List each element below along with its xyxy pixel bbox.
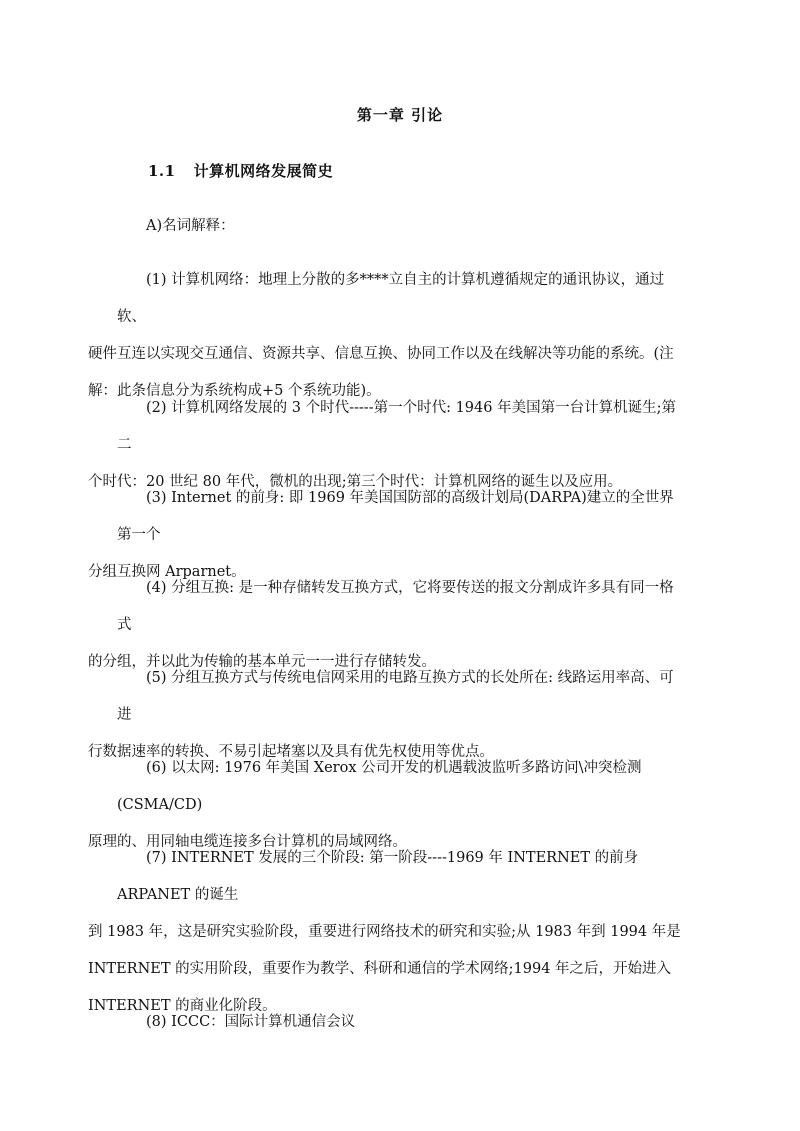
paragraph-line: 硬件互连以实现交互通信、资源共享、信息互换、协同工作以及在线解决等功能的系统。(注 <box>88 346 674 362</box>
paragraph-line: INTERNET 的商业化阶段。 <box>88 998 277 1014</box>
section-number: 1.1 <box>148 162 176 180</box>
paragraph-line: 行数据速率的转换、不易引起堵塞以及具有优先权使用等优点。 <box>88 744 494 760</box>
paragraph-line: (8) ICCC：国际计算机通信会议 <box>146 1014 356 1030</box>
paragraph-line: (1) 计算机网络：地理上分散的多****立自主的计算机遵循规定的通讯协议，通过软、 <box>117 272 665 325</box>
section-title: 计算机网络发展简史 <box>193 162 334 180</box>
section-heading <box>148 160 333 181</box>
definition-item-1 <box>88 262 687 410</box>
chapter-title: 第一章 引论 <box>356 106 444 124</box>
paragraph-line: 到 1983 年，这是研究实验阶段，重要进行网络技术的研究和实验;从 1983 年到 1994 年是 <box>88 924 681 940</box>
paragraph-line: 分组互换网 Arparnet。 <box>88 564 246 580</box>
paragraph-line: (7) INTERNET 发展的三个阶段: 第一阶段----1969 年 INTERNET 的前身 ARPANET 的诞生 <box>117 850 639 903</box>
definition-item-8 <box>117 1004 687 1041</box>
paragraph-line: 解：此条信息分为系统构成+5 个系统功能)。 <box>88 383 381 399</box>
definition-item-7 <box>88 840 687 1025</box>
paragraph-line: 的分组，并以此为传输的基本单元一一进行存储转发。 <box>88 654 436 670</box>
definitions-subtitle: A)名词解释： <box>146 218 235 234</box>
paragraph-line: (5) 分组互换方式与传统电信网采用的电路互换方式的长处所在: 线路运用率高、可进 <box>117 670 674 723</box>
paragraph-line: (3) Internet 的前身: 即 1969 年美国国防部的高级计划局(DARPA)建立的全世界第一个 <box>117 490 674 543</box>
paragraph-line: 原理的、用同轴电缆连接多台计算机的局域网络。 <box>88 834 407 850</box>
paragraph-line: (2) 计算机网络发展的 3 个时代-----第一个时代: 1946 年美国第一台计算机诞生;第二 <box>117 400 676 453</box>
paragraph-line: 个时代：20 世纪 80 年代，微机的出现;第三个时代：计算机网络的诞生以及应用。 <box>88 474 623 490</box>
paragraph-line: (6) 以太网: 1976 年美国 Xerox 公司开发的机遇载波监听多路访问\冲突检测(CSMA/CD) <box>117 760 642 813</box>
paragraph-line: (4) 分组互换: 是一种存储转发互换方式，它将要传送的报文分割成许多具有同一格式 <box>117 580 674 633</box>
paragraph-line: INTERNET 的实用阶段，重要作为教学、科研和通信的学术网络;1994 年之后，开始进入 <box>88 961 672 977</box>
